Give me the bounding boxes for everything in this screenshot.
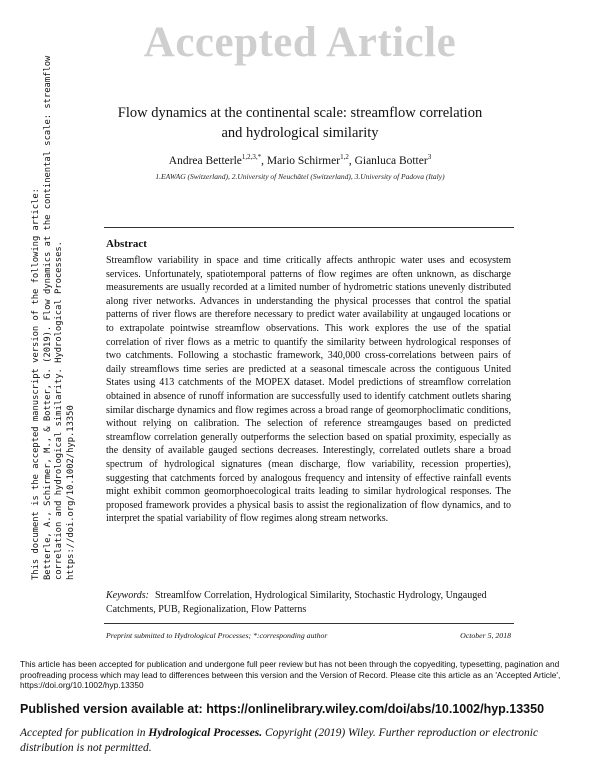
accepted-article-watermark: Accepted Article [143,19,457,66]
keywords-label: Keywords: [106,590,149,601]
side-note-doi-link[interactable]: https://doi.org/10.1002/hyp.13350 [65,405,76,580]
side-note-line: Betterle, A., Schirmer, M., & Botter, G. (2019). Flow dynamics at the continental scale: streamflow [42,55,53,580]
title-line: Flow dynamics at the continental scale: streamflow correlation [117,105,483,121]
author-list: Andrea Betterle$^{1,2,3,*}$, Mario Schirmer$^{1,2}$, Gianluca Botter$^3$ [168,153,432,167]
published-label: Published version available at: [20,702,203,716]
author-name: Andrea Betterle [168,154,242,167]
side-note-line: correlation and hydrological similarity. Hydrological Processes. [54,241,64,580]
author-affil-marker: 1,2 [340,153,349,161]
copyright-text: Copyright (2019) Wiley. Further reproduction or electronic distribution is not permitted. [20,727,539,754]
preprint-note: Preprint submitted to Hydrological Processes; *:corresponding author [106,631,328,640]
affiliations: 1.EAWAG (Switzerland), 2.University of Neuchâtel (Switzerland), 3.University of Padova (Italy) [155,172,445,181]
journal-name: Hydrological Processes. [148,727,263,739]
abstract-heading: Abstract [106,238,147,250]
accepted-prefix: Accepted for publication in [20,727,146,739]
keywords-list: Streamlfow Correlation, Hydrological Similarity, Stochastic Hydrology, Ungauged Catchments, PUB, Regionalization, Flow Patterns [106,590,487,615]
preprint-line [106,631,511,640]
side-note-line: This document is the accepted manuscript version of the following article: [31,188,41,580]
acceptance-disclaimer: This article has been accepted for publication and undergone full peer review but has not been through the copyediting, typesetting, pagination and proofreading process which may lead to differences between this version and the Version of Record. Please cite this article as an 'Accepted Article', https://doi.org/10.1002/hyp.13350 [20,659,561,690]
copyright-notice [20,726,580,755]
abstract-top-rule [104,227,514,228]
author-affil-marker: 1,2,3,* [241,153,262,161]
title-line: and hydrological similarity [221,125,379,141]
paper-title [0,103,600,143]
preprint-date: October 5, 2018 [460,631,511,640]
author-affil-marker: 3 [427,153,432,161]
abstract-body: Streamflow variability in space and time critically affects anthropic water uses and ecosystem services. Unfortunately, spatiotemporal patterns of flow regimes are often unknown, as discharge measurements are usually recorded at a limited number of hydrometric stations unevenly distributed along river networks. Advances in understanding the physical processes that control the spatial patterns of river flows are therefore necessary to predict water availability at ungauged locations or to extrapolate pointwise streamflow observations. This work explores the use of the spatial correlation of river flows as a metric to quantify the similarity between hydrological responses of two catchments. Following a stochastic framework, 340,000 cross-correlations between pairs of daily streamflows time series are predicted at a seasonal timescale across the contiguous United States using 413 catchments of the MOPEX dataset. Model predictions of streamflow correlation obtained in absence of runoff information are successfully used to identify catchment outlets sharing similar discharge dynamics and flow regimes across a broad range of geomorphoclimatic conditions, without relying on calibration. The selection of reference streamgauges based on predicted streamflow correlation generally outperforms the selection based on spatial proximity, especially as the density of available gauged sections decreases. Interestingly, correlated outlets share a broad spectrum of hydrological signatures (mean discharge, flow variability, recession properties), suggesting that catchments forced by analogous frequency and intensity of effective rainfall events might exhibit common geomorphoecological traits leading to similar hydrological responses. The proposed framework provides a physical basis to assist the regionalization of flow dynamics, and to interpret the spatial variability of flow regimes along stream networks. [106,255,511,525]
published-version [20,702,590,716]
published-url-link[interactable]: https://onlinelibrary.wiley.com/doi/abs/10.1002/hyp.13350 [206,702,545,716]
keywords [106,589,511,617]
abstract-bottom-rule [104,623,514,624]
author-name: Mario Schirmer [266,154,341,167]
author-name: Gianluca Botter [354,154,428,167]
